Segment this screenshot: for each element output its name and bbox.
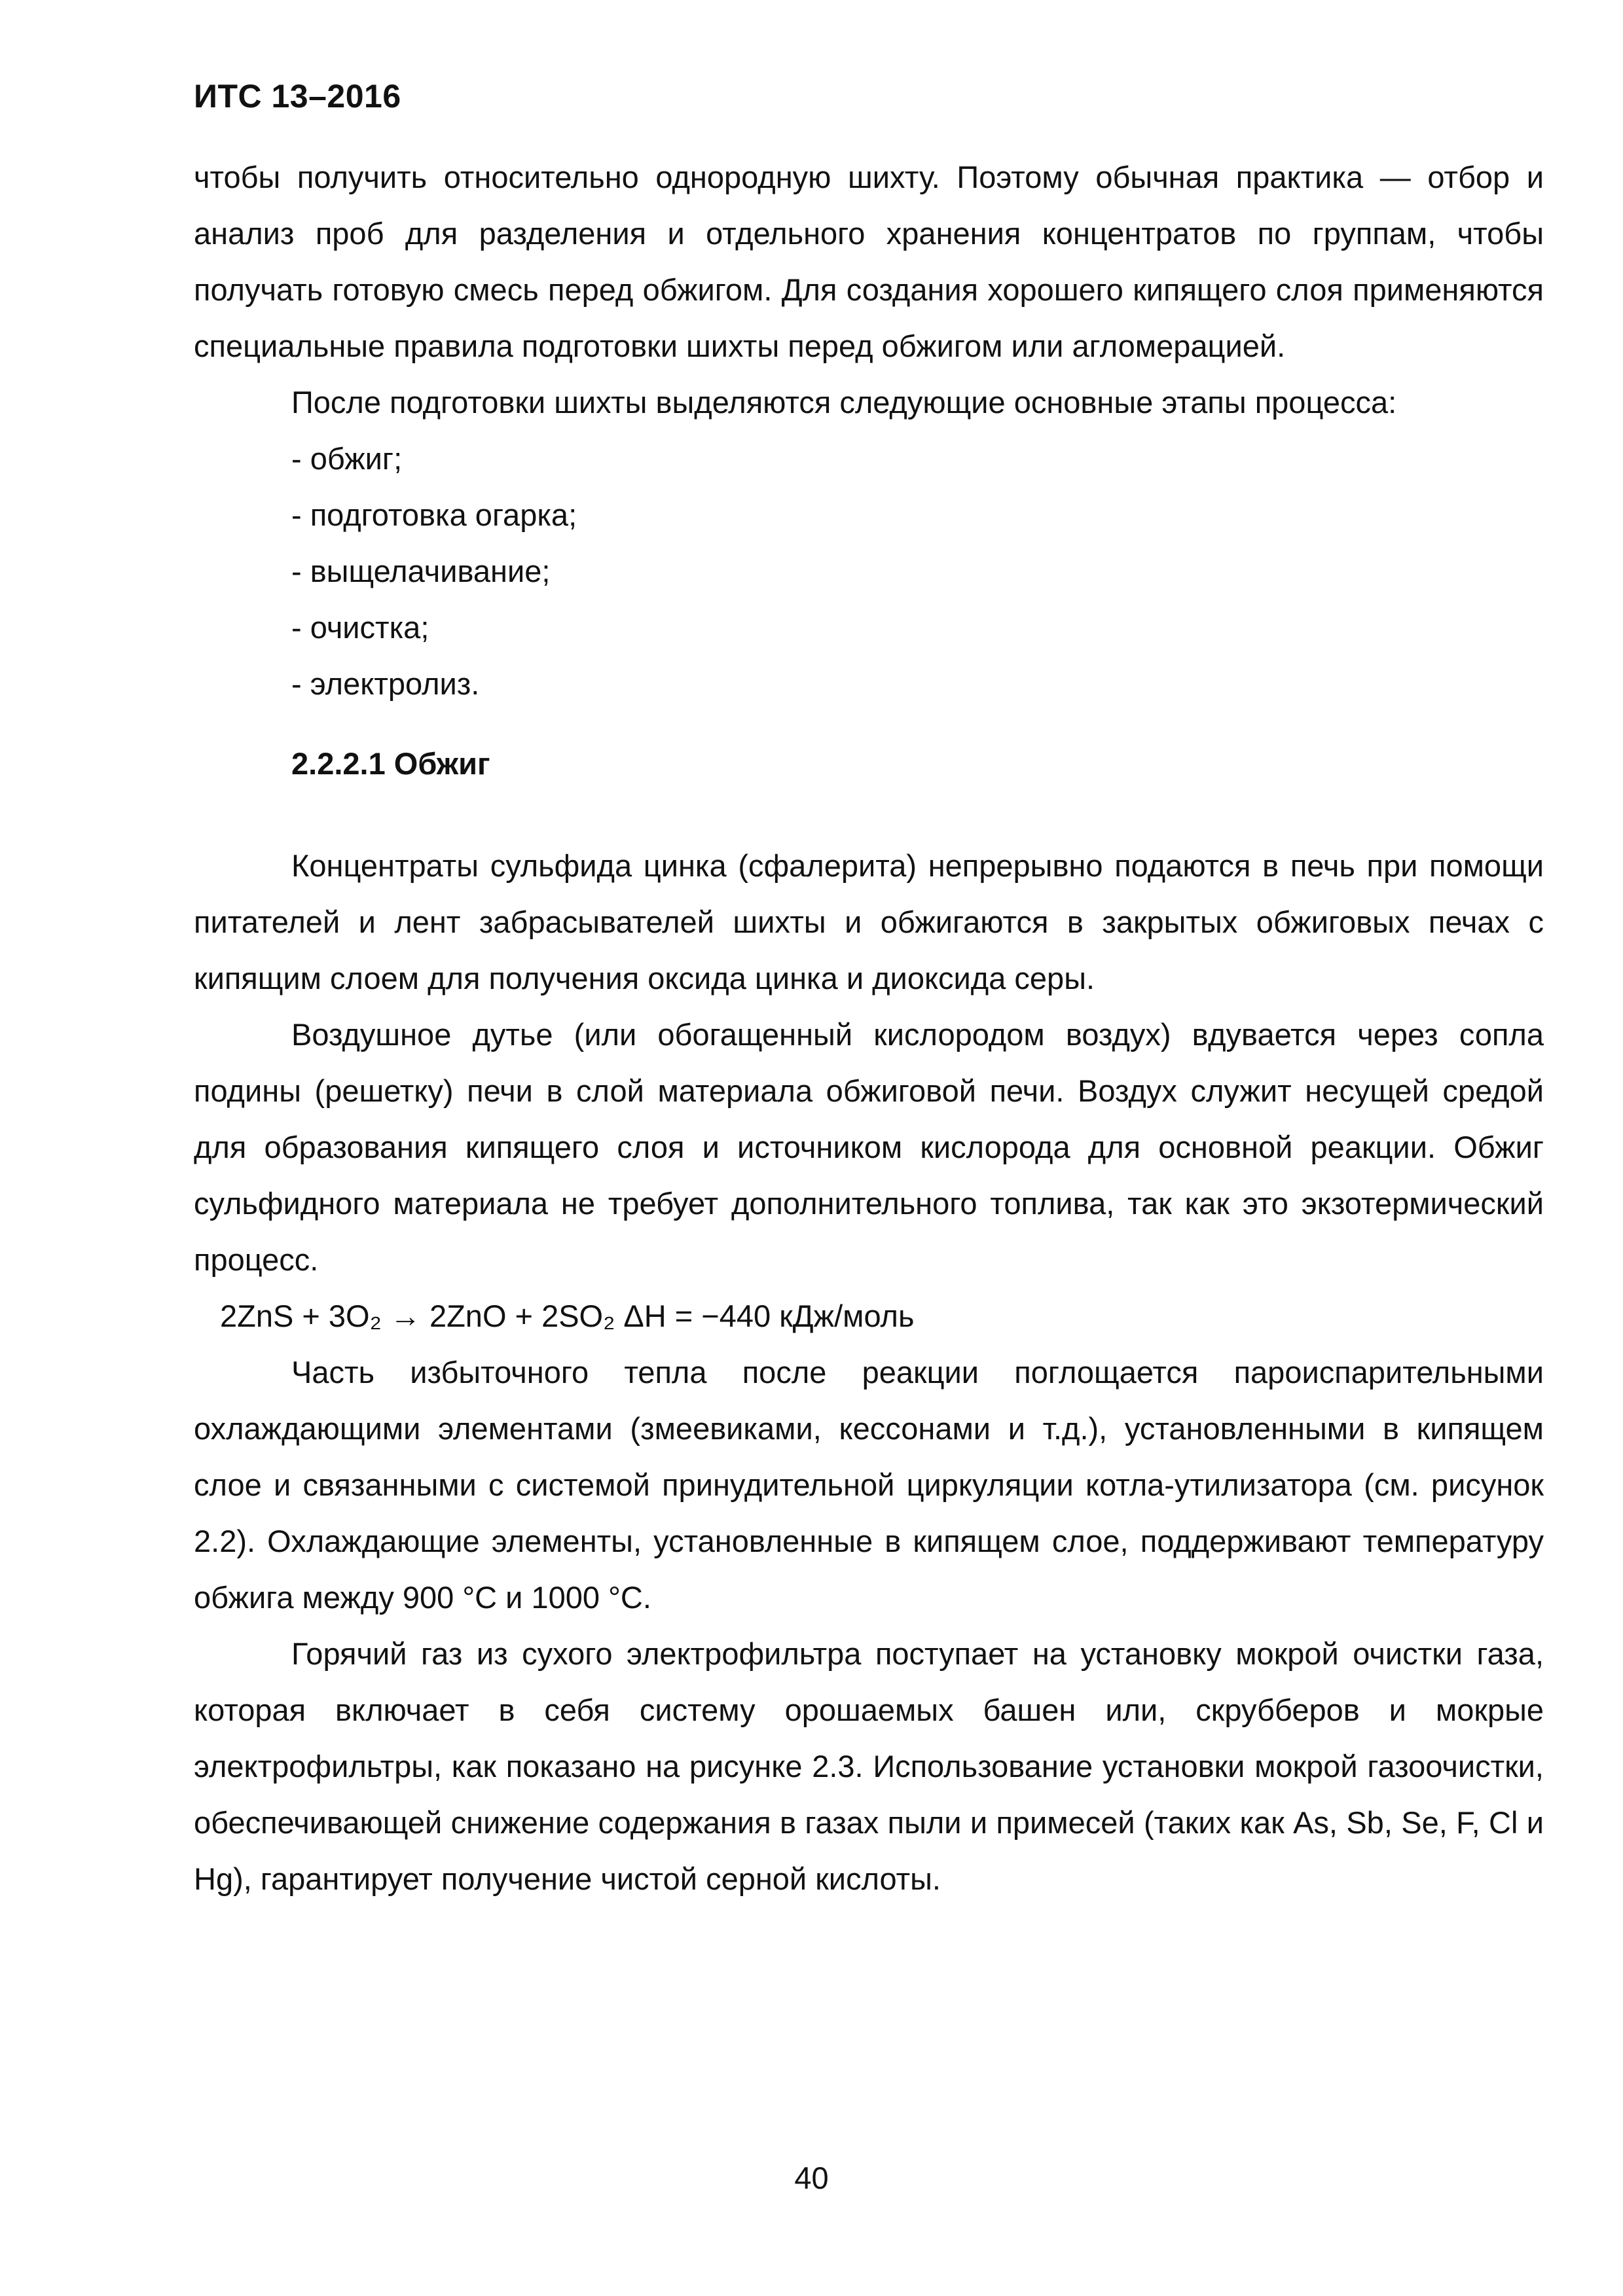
stages-intro: После подготовки шихты выделяются следующие основные этапы процесса:	[291, 385, 1397, 420]
paragraph: Воздушное дутье (или обогащенный кислородом воздух) вдувается через сопла подины (решетку) печи в слой материала обжиговой печи. Воздух служит несущей средой для образования кипящего слоя и источником кислорода для основной реакции. Обжиг сульфидного материала не требует дополнительного топлива, так как это экзотермический процесс.	[194, 1017, 1544, 1277]
list-item: - обжиг;	[291, 441, 403, 476]
list-item: - подготовка огарка;	[291, 497, 577, 532]
reaction-formula: 2ZnS + 3O₂ → 2ZnO + 2SO₂ ΔH = −440 кДж/моль	[220, 1299, 915, 1333]
paragraph: Концентраты сульфида цинка (сфалерита) непрерывно подаются в печь при помощи питателей и лент забрасывателей шихты и обжигаются в закрытых обжиговых печах с кипящим слоем для получения оксида цинка и диоксида серы.	[194, 848, 1544, 996]
list-item: - электролиз.	[291, 666, 480, 701]
page-body	[194, 149, 1544, 1907]
document-header: ИТС 13–2016	[194, 78, 401, 115]
section-heading: 2.2.2.1 Обжиг	[291, 746, 490, 781]
page-number: 40	[794, 2161, 829, 2195]
list-item: - выщелачивание;	[291, 554, 551, 588]
paragraph: Часть избыточного тепла после реакции поглощается пароиспарительными охлаждающими элементами (змеевиками, кессонами и т.д.), установленными в кипящем слое и связанными с системой принудительной циркуляции котла-утилизатора (см. рисунок 2.2). Охлаждающие элементы, установленные в кипящем слое, поддерживают температуру обжига между 900 °С и 1000 °С.	[194, 1355, 1544, 1615]
list-item: - очистка;	[291, 610, 429, 645]
intro-paragraph: чтобы получить относительно однородную шихту. Поэтому обычная практика — отбор и анализ проб для разделения и отдельного хранения концентратов по группам, чтобы получать готовую смесь перед обжигом. Для создания хорошего кипящего слоя применяются специальные правила подготовки шихты перед обжигом или агломерацией.	[194, 160, 1544, 363]
stages-list	[194, 431, 1544, 712]
paragraph: Горячий газ из сухого электрофильтра поступает на установку мокрой очистки газа, которая включает в себя систему орошаемых башен или, скрубберов и мокрые электрофильтры, как показано на рисунке 2.3. Использование установки мокрой газоочистки, обеспечивающей снижение содержания в газах пыли и примесей (таких как As, Sb, Se, F, Cl и Hg), гарантирует получение чистой серной кислоты.	[194, 1636, 1544, 1896]
